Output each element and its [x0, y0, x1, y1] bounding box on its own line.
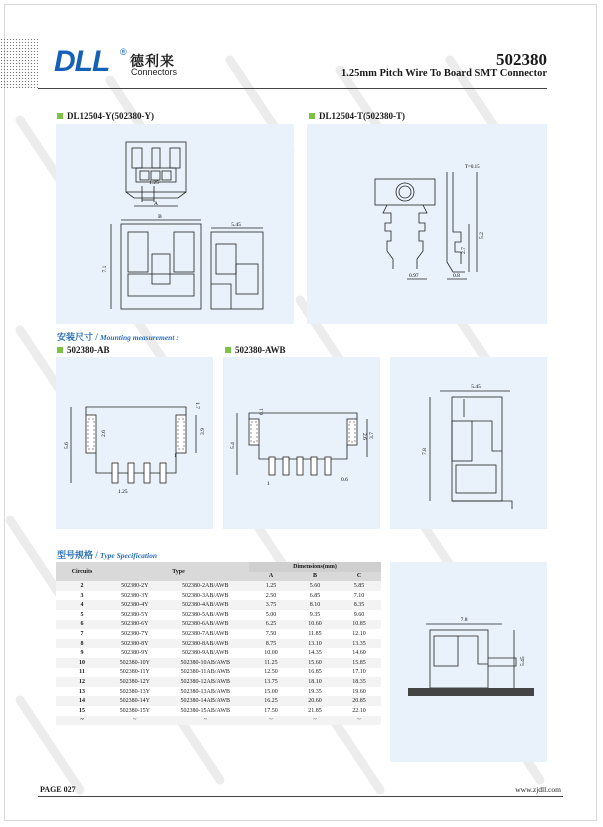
cell-dim-b: 13.10 — [308, 640, 322, 647]
cell-type-ab: 502380-14AB/AWB — [180, 698, 231, 705]
dim-h2: 2.7 — [461, 247, 467, 254]
awb-footprint-drawing — [223, 357, 380, 529]
side-view-2-panel — [390, 562, 547, 762]
pcb-board — [408, 688, 534, 696]
housing-drawing — [56, 124, 294, 324]
ab-label — [57, 345, 110, 355]
spec-title-en: Type Specification — [100, 551, 158, 560]
cell-dim-a: 7.50 — [265, 630, 277, 637]
cell-dim-b: 8.10 — [309, 602, 321, 609]
cell-circuits: 7 — [80, 630, 84, 637]
cell-type-ab: 502380-12AB/AWB — [180, 678, 231, 685]
header-dimensions: Dimensions(mm) — [249, 562, 381, 572]
cell-type-ab: 502380-9AB/AWB — [182, 650, 229, 657]
dim-b: B — [158, 214, 162, 220]
cell-dim-c: 15.85 — [352, 659, 366, 666]
side-dim-w: 5.45 — [471, 384, 481, 390]
cell-type-ab: 502380-11AB/AWB — [180, 669, 230, 676]
awb-dim-5: 0.6 — [341, 477, 348, 483]
table-row — [56, 677, 381, 687]
ab-footprint-drawing — [56, 357, 213, 529]
cell-dim-a: 13.75 — [264, 678, 278, 685]
cell-type-y: 502380-2Y — [121, 582, 149, 589]
cell-type-y: 502380-11Y — [119, 669, 150, 676]
side-view-drawing — [390, 357, 547, 529]
cell-type-y: 502380-3Y — [121, 592, 149, 599]
side2-dim-h: 5.45 — [520, 656, 526, 666]
spec-table-body — [56, 581, 381, 725]
side-view-panel — [390, 357, 547, 529]
mounting-title-cn: 安装尺寸 / — [57, 332, 98, 342]
cell-type-y: 502380-10Y — [119, 659, 150, 666]
header-type: Type — [108, 562, 249, 581]
cell-type-y: 502380-5Y — [121, 611, 149, 618]
cell-type-ab: 502380-13AB/AWB — [180, 688, 231, 695]
registered-mark: ® — [120, 47, 127, 57]
green-square-icon — [225, 347, 231, 353]
cell-dim-a: 8.75 — [265, 640, 277, 647]
cell-circuits: 13 — [79, 688, 85, 695]
side-view-2-drawing — [390, 562, 547, 762]
cell-type-y: 502380-15Y — [119, 707, 150, 714]
awb-label — [225, 345, 286, 355]
table-row — [56, 639, 381, 649]
cell-dim-b: 19.35 — [308, 688, 322, 695]
cell-type-y: 502380-8Y — [121, 640, 149, 647]
cell-dim-c: ~ — [357, 717, 361, 724]
table-row — [56, 706, 381, 716]
cell-circuits: 9 — [80, 650, 84, 657]
website-url: www.zjdll.com — [515, 785, 561, 794]
table-row — [56, 668, 381, 678]
cell-type-ab: ~ — [203, 717, 207, 724]
cell-circuits: ~ — [80, 717, 84, 724]
cell-circuits: 5 — [80, 611, 84, 618]
ab-dim-5: 1 — [174, 453, 177, 459]
cell-type-y: 502380-9Y — [121, 650, 149, 657]
header-c: C — [337, 572, 381, 582]
header-b: B — [293, 572, 337, 582]
page-number: PAGE 027 — [40, 785, 76, 794]
cell-type-ab: 502380-6AB/AWB — [182, 621, 229, 628]
cell-dim-a: 1.25 — [265, 582, 277, 589]
cell-dim-b: 6.85 — [309, 592, 321, 599]
cell-dim-a: 12.50 — [264, 669, 278, 676]
table-row — [56, 591, 381, 601]
awb-dim-3: 2.6 — [361, 433, 367, 440]
table-row — [56, 610, 381, 620]
table-row — [56, 581, 381, 591]
cell-dim-c: 22.10 — [352, 707, 366, 714]
cell-dim-c: 18.35 — [352, 678, 366, 685]
header — [0, 38, 603, 88]
cell-dim-c: 13.35 — [352, 640, 366, 647]
cell-type-ab: 502380-2AB/AWB — [182, 582, 229, 589]
cell-circuits: 4 — [80, 602, 84, 609]
cell-type-y: 502380-7Y — [121, 630, 149, 637]
green-square-icon — [309, 113, 315, 119]
header-divider — [38, 88, 547, 89]
dim-thickness: T=0.15 — [465, 165, 480, 170]
table-row — [56, 600, 381, 610]
cell-dim-a: 17.50 — [264, 707, 278, 714]
cell-dim-c: 7.10 — [353, 592, 365, 599]
cell-dim-c: 17.10 — [352, 669, 366, 676]
dim-pitch: 1.25 — [149, 180, 159, 186]
housing-drawing-panel — [56, 124, 294, 324]
ab-dim-6: 1.25 — [118, 489, 128, 495]
cell-circuits: 15 — [79, 707, 85, 714]
cell-dim-a: ~ — [269, 717, 273, 724]
cell-type-y: 502380-14Y — [119, 698, 150, 705]
cell-dim-b: 16.85 — [308, 669, 322, 676]
mounting-title — [57, 330, 179, 343]
housing-label-text: DL12504-Y(502380-Y) — [67, 111, 154, 121]
logo-dll-text: DLL — [54, 45, 110, 78]
dim-depth: 5.45 — [231, 222, 241, 228]
green-square-icon — [57, 113, 63, 119]
green-square-icon — [57, 347, 63, 353]
cell-dim-b: 11.85 — [308, 630, 322, 637]
spec-title-cn: 型号规格 / — [57, 550, 98, 560]
cell-dim-c: 9.60 — [353, 611, 365, 618]
terminal-drawing — [307, 124, 547, 324]
cell-circuits: 8 — [80, 640, 84, 647]
ab-footprint-panel — [56, 357, 213, 529]
cell-dim-a: 3.75 — [265, 602, 277, 609]
cell-circuits: 3 — [80, 592, 84, 599]
dim-w2: 0.8 — [453, 273, 460, 279]
spec-title — [57, 548, 157, 561]
ab-dim-4: 5.6 — [64, 442, 70, 449]
cell-dim-c: 14.60 — [352, 650, 366, 657]
table-row — [56, 716, 381, 726]
mounting-title-en: Mounting measurement : — [100, 333, 179, 342]
cell-dim-c: 19.60 — [352, 688, 366, 695]
cell-dim-b: 9.35 — [309, 611, 321, 618]
cell-dim-c: 12.10 — [352, 630, 366, 637]
cell-circuits: 14 — [79, 698, 85, 705]
dim-a: A — [154, 201, 158, 207]
cell-type-ab: 502380-4AB/AWB — [182, 602, 229, 609]
table-row — [56, 648, 381, 658]
cell-type-ab: 502380-3AB/AWB — [182, 592, 229, 599]
cell-dim-c: 5.85 — [353, 582, 365, 589]
cell-dim-c: 20.85 — [352, 698, 366, 705]
cell-type-y: 502380-4Y — [121, 602, 149, 609]
ab-dim-2: 2.6 — [101, 430, 107, 437]
cell-dim-b: ~ — [313, 717, 317, 724]
table-row — [56, 687, 381, 697]
cell-type-ab: 502380-10AB/AWB — [180, 659, 231, 666]
dotted-pattern — [0, 38, 38, 88]
cell-dim-a: 16.25 — [264, 698, 278, 705]
header-circuits: Circuits — [56, 562, 108, 581]
side-dim-h: 7.8 — [422, 448, 428, 455]
side2-dim-w: 7.8 — [460, 617, 468, 623]
table-row — [56, 620, 381, 630]
cell-circuits: 12 — [79, 678, 85, 685]
cell-dim-b: 14.35 — [308, 650, 322, 657]
cell-type-ab: 502380-7AB/AWB — [182, 630, 229, 637]
cell-type-y: ~ — [133, 717, 137, 724]
cell-dim-b: 18.10 — [308, 678, 322, 685]
logo-english-name: Connectors — [131, 67, 178, 77]
dim-h1: 5.2 — [479, 232, 485, 239]
cell-circuits: 10 — [79, 659, 85, 666]
cell-type-y: 502380-12Y — [119, 678, 150, 685]
cell-dim-a: 2.50 — [265, 592, 277, 599]
cell-type-ab: 502380-8AB/AWB — [182, 640, 229, 647]
cell-dim-b: 15.60 — [308, 659, 322, 666]
terminal-drawing-panel — [307, 124, 547, 324]
cell-dim-c: 8.35 — [353, 602, 365, 609]
awb-footprint-panel — [223, 357, 380, 529]
awb-dim-2: 5.4 — [230, 442, 236, 449]
cell-dim-b: 21.85 — [308, 707, 322, 714]
cell-type-y: 502380-13Y — [119, 688, 150, 695]
table-row — [56, 629, 381, 639]
cell-dim-b: 10.60 — [308, 621, 322, 628]
table-row — [56, 658, 381, 668]
awb-dim-6: 1 — [267, 481, 270, 487]
footer-divider — [38, 796, 563, 797]
header-a: A — [249, 572, 293, 582]
cell-dim-a: 11.25 — [264, 659, 278, 666]
ab-dim-1: 1.7 — [194, 402, 200, 409]
housing-label — [57, 111, 154, 121]
cell-circuits: 6 — [80, 621, 84, 628]
company-logo — [54, 46, 194, 80]
cell-dim-a: 6.25 — [265, 621, 277, 628]
dim-w1: 0.97 — [409, 273, 419, 279]
awb-label-text: 502380-AWB — [235, 345, 286, 355]
cell-type-y: 502380-6Y — [121, 621, 149, 628]
table-row — [56, 696, 381, 706]
cell-dim-a: 15.00 — [264, 688, 278, 695]
terminal-label — [309, 111, 405, 121]
cell-dim-b: 5.60 — [309, 582, 321, 589]
cell-type-ab: 502380-15AB/AWB — [180, 707, 231, 714]
awb-dim-4: 3.7 — [369, 432, 375, 439]
logo-chinese-name: 德利来 — [130, 54, 175, 70]
cell-type-ab: 502380-5AB/AWB — [182, 611, 229, 618]
product-subtitle: 1.25mm Pitch Wire To Board SMT Connector — [340, 68, 547, 79]
cell-circuits: 11 — [79, 669, 85, 676]
cell-dim-c: 10.85 — [352, 621, 366, 628]
cell-dim-b: 20.60 — [308, 698, 322, 705]
part-number: 502380 — [496, 50, 547, 69]
terminal-label-text: DL12504-T(502380-T) — [319, 111, 405, 121]
ab-label-text: 502380-AB — [67, 345, 110, 355]
awb-dim-1: 0.1 — [259, 408, 265, 415]
cell-circuits: 2 — [80, 582, 84, 589]
dim-height: 7.1 — [102, 265, 108, 273]
type-spec-table — [56, 562, 381, 725]
cell-dim-a: 10.00 — [264, 650, 278, 657]
cell-dim-a: 5.00 — [265, 611, 277, 618]
ab-dim-3: 3.9 — [200, 428, 206, 435]
